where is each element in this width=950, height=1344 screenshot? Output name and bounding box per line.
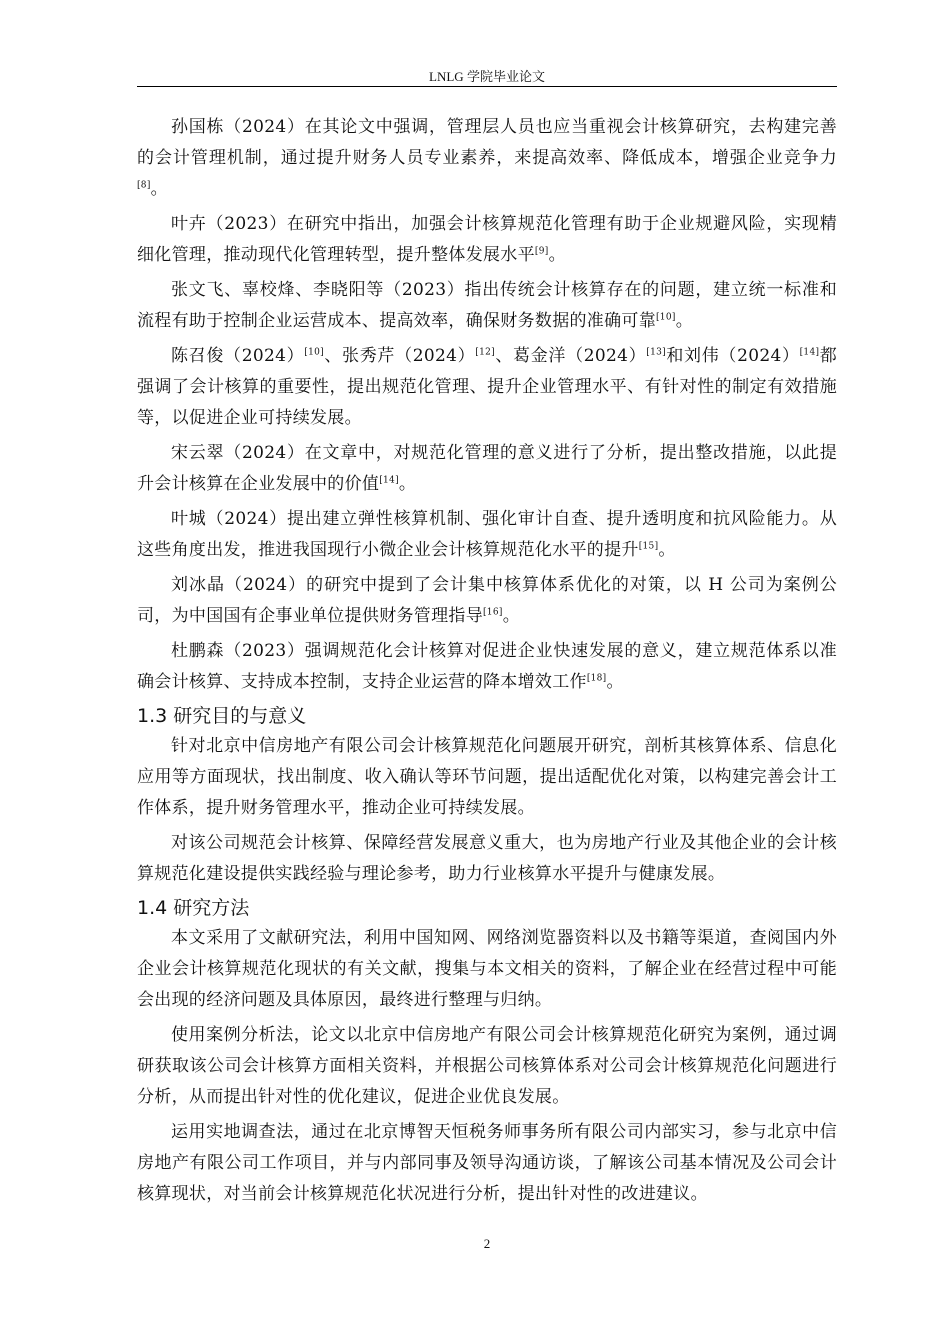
paragraph-zhang: 张文飞、辜校烽、李晓阳等（2023）指出传统会计核算存在的问题，建立统一标准和流程有助于控制企业运营成本、提高效率，确保财务数据的准确可靠[10]。 [137,280,837,331]
paragraph-case-method: 使用案例分析法，论文以北京中信房地产有限公司会计核算规范化研究为案例，通过调研获取该公司会计核算方面相关资料，并根据公司核算体系对公司会计核算规范化问题进行分析，从而提出针对性的优化建议，促进企业优良发展。 [137,1025,837,1107]
paragraph-du: 杜鹏森（2023）强调规范化会计核算对促进企业快速发展的意义，建立规范体系以准确会计核算、支持成本控制，支持企业运营的降本增效工作[18]。 [137,641,837,692]
citation: [10] [304,347,324,358]
citation: [13] [646,347,666,358]
paragraph-song: 宋云翠（2024）在文章中，对规范化管理的意义进行了分析，提出整改措施，以此提升会计核算在企业发展中的价值[14]。 [137,443,837,494]
paragraph-liu: 刘冰晶（2024）的研究中提到了会计集中核算体系优化的对策，以 H 公司为案例公司，为中国国有企事业单位提供财务管理指导[16]。 [137,575,837,626]
section-heading-1-3: 1.3 研究目的与意义 [137,705,307,727]
paragraph-multi-authors: 陈召俊（2024）[10]、张秀芹（2024）[12]、葛金洋（2024）[13]和刘伟（2024）[14]都强调了会计核算的重要性，提出规范化管理、提升企业管理水平、有针对性的制定有效措施等，以促进企业可持续发展。 [137,346,837,428]
citation: [10] [656,312,676,323]
paragraph-field-method: 运用实地调查法，通过在北京博智天恒税务师事务所有限公司内部实习，参与北京中信房地产有限公司工作项目，并与内部同事及领导沟通访谈，了解该公司基本情况及公司会计核算现状，对当前会计核算规范化状况进行分析，提出针对性的改进建议。 [137,1122,837,1204]
paragraph-ye-cheng: 叶城（2024）提出建立弹性核算机制、强化审计自查、提升透明度和抗风险能力。从这些角度出发，推进我国现行小微企业会计核算规范化水平的提升[15]。 [137,509,837,560]
paragraph-ye-hui: 叶卉（2023）在研究中指出，加强会计核算规范化管理有助于企业规避风险，实现精细化管理，推动现代化管理转型，提升整体发展水平[9]。 [137,214,837,265]
paragraph-sun: 孙国栋（2024）在其论文中强调，管理层人员也应当重视会计核算研究，去构建完善的会计管理机制，通过提升财务人员专业素养，来提高效率、降低成本，增强企业竞争力[8]。 [137,117,837,199]
paragraph-purpose: 针对北京中信房地产有限公司会计核算规范化问题展开研究，剖析其核算体系、信息化应用等方面现状，找出制度、收入确认等环节问题，提出适配优化对策，以构建完善会计工作体系，提升财务管理水平，推动企业可持续发展。 [137,736,837,818]
page-number: 2 [483,1236,491,1251]
citation: [14] [799,347,820,358]
running-header: LNLG 学院毕业论文 [429,69,545,84]
header-rule [137,86,837,87]
citation: [14] [379,475,399,486]
section-heading-1-4: 1.4 研究方法 [137,897,250,919]
citation: [8] [137,180,151,191]
citation: [18] [586,673,607,684]
citation: [15] [638,541,659,552]
citation: [9] [534,246,549,257]
citation: [16] [483,607,503,618]
paragraph-significance: 对该公司规范会计核算、保障经营发展意义重大，也为房地产行业及其他企业的会计核算规范化建设提供实践经验与理论参考，助力行业核算水平提升与健康发展。 [137,833,837,884]
citation: [12] [475,347,495,358]
page-body [137,112,837,1214]
paragraph-literature-method: 本文采用了文献研究法，利用中国知网、网络浏览器资料以及书籍等渠道，查阅国内外企业会计核算规范化现状的有关文献，搜集与本文相关的资料，了解企业在经营过程中可能会出现的经济问题及具体原因，最终进行整理与归纳。 [137,928,837,1010]
